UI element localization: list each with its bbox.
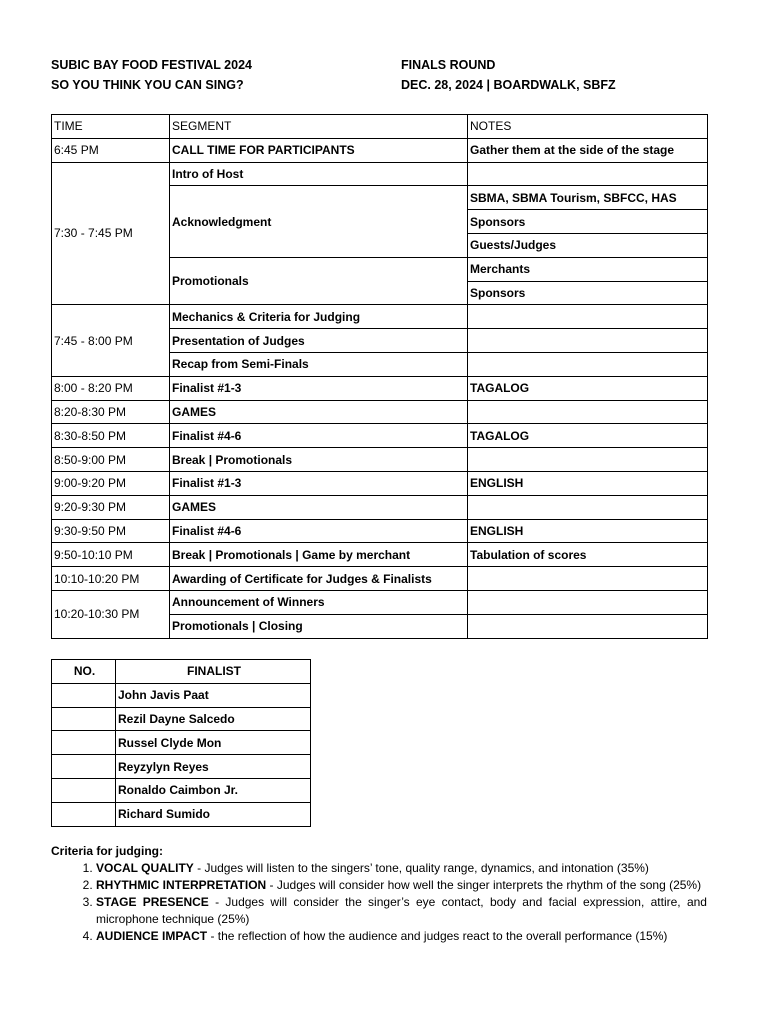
column-header-time: TIME bbox=[52, 115, 170, 139]
finalist-name: Richard Sumido bbox=[116, 802, 311, 826]
finalist-row bbox=[52, 755, 311, 779]
finalists-table bbox=[51, 659, 311, 827]
notes-cell: Sponsors bbox=[468, 210, 708, 234]
schedule-row bbox=[52, 162, 708, 186]
judging-criteria bbox=[51, 843, 707, 945]
notes-cell bbox=[468, 495, 708, 519]
finalist-row bbox=[52, 707, 311, 731]
schedule-row bbox=[52, 400, 708, 424]
notes-cell: ENGLISH bbox=[468, 471, 708, 495]
segment-cell: Mechanics & Criteria for Judging bbox=[170, 305, 468, 329]
time-cell: 7:45 - 8:00 PM bbox=[52, 305, 170, 376]
schedule-row bbox=[52, 376, 708, 400]
segment-cell: Finalist #4-6 bbox=[170, 519, 468, 543]
notes-cell: SBMA, SBMA Tourism, SBFCC, HAS bbox=[468, 186, 708, 210]
notes-cell: TAGALOG bbox=[468, 376, 708, 400]
column-header-notes: NOTES bbox=[468, 115, 708, 139]
finalist-number bbox=[52, 731, 116, 755]
finalist-name: Russel Clyde Mon bbox=[116, 731, 311, 755]
criterion-description: - Judges will consider how well the singer interprets the rhythm of the song (25%) bbox=[266, 878, 702, 892]
finalist-name: John Javis Paat bbox=[116, 683, 311, 707]
column-header-finalist: FINALIST bbox=[116, 660, 311, 684]
event-title: SUBIC BAY FOOD FESTIVAL 2024 bbox=[51, 58, 252, 72]
time-cell: 8:00 - 8:20 PM bbox=[52, 376, 170, 400]
time-cell: 10:10-10:20 PM bbox=[52, 567, 170, 591]
finalist-number bbox=[52, 707, 116, 731]
column-header-no: NO. bbox=[52, 660, 116, 684]
notes-cell: Merchants bbox=[468, 257, 708, 281]
finalist-number bbox=[52, 778, 116, 802]
schedule-row bbox=[52, 519, 708, 543]
segment-cell: GAMES bbox=[170, 400, 468, 424]
criterion-name: STAGE PRESENCE bbox=[96, 895, 209, 909]
segment-cell: Break | Promotionals | Game by merchant bbox=[170, 543, 468, 567]
finalist-row bbox=[52, 731, 311, 755]
segment-cell: Awarding of Certificate for Judges & Finalists bbox=[170, 567, 468, 591]
segment-cell: Presentation of Judges bbox=[170, 329, 468, 353]
finalist-row bbox=[52, 778, 311, 802]
segment-cell: Finalist #4-6 bbox=[170, 424, 468, 448]
time-cell: 6:45 PM bbox=[52, 138, 170, 162]
schedule-row bbox=[52, 567, 708, 591]
criterion-name: AUDIENCE IMPACT bbox=[96, 929, 208, 943]
segment-cell: Announcement of Winners bbox=[170, 590, 468, 614]
finalist-number bbox=[52, 802, 116, 826]
notes-cell bbox=[468, 329, 708, 353]
segment-cell: GAMES bbox=[170, 495, 468, 519]
segment-cell: Acknowledgment bbox=[170, 186, 468, 257]
schedule-row bbox=[52, 424, 708, 448]
finalist-row bbox=[52, 802, 311, 826]
column-header-segment: SEGMENT bbox=[170, 115, 468, 139]
criterion-name: RHYTHMIC INTERPRETATION bbox=[96, 878, 267, 892]
finalist-number bbox=[52, 755, 116, 779]
notes-cell bbox=[468, 614, 708, 638]
schedule-row bbox=[52, 543, 708, 567]
criterion-name: VOCAL QUALITY bbox=[96, 861, 194, 875]
notes-cell bbox=[468, 305, 708, 329]
time-cell: 9:50-10:10 PM bbox=[52, 543, 170, 567]
event-subtitle: SO YOU THINK YOU CAN SING? bbox=[51, 78, 244, 92]
segment-cell: Intro of Host bbox=[170, 162, 468, 186]
finalist-row bbox=[52, 683, 311, 707]
schedule-row bbox=[52, 471, 708, 495]
criterion-item bbox=[96, 877, 707, 894]
segment-cell: Finalist #1-3 bbox=[170, 471, 468, 495]
schedule-row bbox=[52, 138, 708, 162]
round-title: FINALS ROUND bbox=[401, 58, 496, 72]
segment-cell: Finalist #1-3 bbox=[170, 376, 468, 400]
time-cell: 8:50-9:00 PM bbox=[52, 448, 170, 472]
time-cell: 9:20-9:30 PM bbox=[52, 495, 170, 519]
finalist-name: Reyzylyn Reyes bbox=[116, 755, 311, 779]
segment-cell: Recap from Semi-Finals bbox=[170, 352, 468, 376]
notes-cell bbox=[468, 590, 708, 614]
notes-cell bbox=[468, 567, 708, 591]
segment-cell: Promotionals bbox=[170, 257, 468, 305]
finalist-number bbox=[52, 683, 116, 707]
schedule-row bbox=[52, 305, 708, 329]
criteria-title: Criteria for judging: bbox=[51, 844, 163, 858]
time-cell: 7:30 - 7:45 PM bbox=[52, 162, 170, 305]
notes-cell: Tabulation of scores bbox=[468, 543, 708, 567]
criteria-list bbox=[51, 860, 707, 945]
finalist-name: Rezil Dayne Salcedo bbox=[116, 707, 311, 731]
notes-cell: Gather them at the side of the stage bbox=[468, 138, 708, 162]
notes-cell bbox=[468, 448, 708, 472]
criterion-item bbox=[96, 928, 707, 945]
criterion-description: - the reflection of how the audience and judges react to the overall performance (15%) bbox=[207, 929, 668, 943]
time-cell: 9:30-9:50 PM bbox=[52, 519, 170, 543]
notes-cell: Sponsors bbox=[468, 281, 708, 305]
segment-cell: CALL TIME FOR PARTICIPANTS bbox=[170, 138, 468, 162]
notes-cell bbox=[468, 352, 708, 376]
schedule-header-row bbox=[52, 115, 708, 139]
notes-cell bbox=[468, 400, 708, 424]
notes-cell: Guests/Judges bbox=[468, 233, 708, 257]
date-venue: DEC. 28, 2024 | BOARDWALK, SBFZ bbox=[401, 78, 616, 92]
schedule-row bbox=[52, 495, 708, 519]
criterion-item bbox=[96, 860, 707, 877]
time-cell: 10:20-10:30 PM bbox=[52, 590, 170, 638]
criterion-description: - Judges will consider the singer’s eye contact, body and facial expression, attire, and microphone technique (25%) bbox=[96, 895, 707, 926]
criterion-item bbox=[96, 894, 707, 928]
notes-cell bbox=[468, 162, 708, 186]
segment-cell: Promotionals | Closing bbox=[170, 614, 468, 638]
schedule-row bbox=[52, 590, 708, 614]
time-cell: 9:00-9:20 PM bbox=[52, 471, 170, 495]
time-cell: 8:30-8:50 PM bbox=[52, 424, 170, 448]
segment-cell: Break | Promotionals bbox=[170, 448, 468, 472]
notes-cell: ENGLISH bbox=[468, 519, 708, 543]
schedule-table bbox=[51, 114, 708, 639]
schedule-row bbox=[52, 448, 708, 472]
notes-cell: TAGALOG bbox=[468, 424, 708, 448]
finalist-name: Ronaldo Caimbon Jr. bbox=[116, 778, 311, 802]
criterion-description: - Judges will listen to the singers’ tone, quality range, dynamics, and intonation (35%) bbox=[193, 861, 649, 875]
time-cell: 8:20-8:30 PM bbox=[52, 400, 170, 424]
finalists-header-row bbox=[52, 660, 311, 684]
